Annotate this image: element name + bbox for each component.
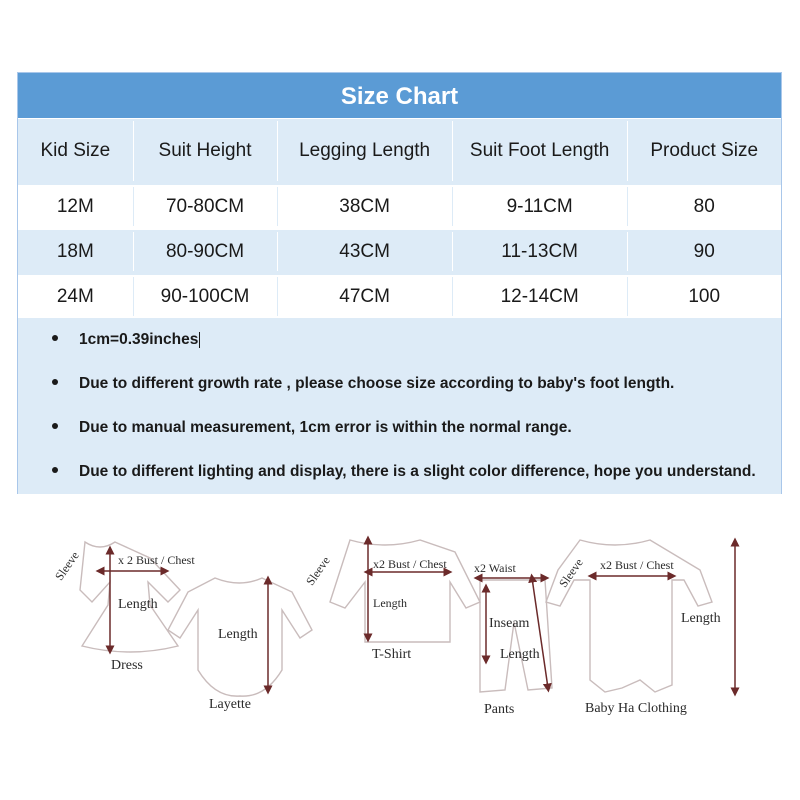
tshirt-bust-label: x2 Bust / Chest <box>373 557 447 571</box>
pants-waist-label: x2 Waist <box>474 561 516 575</box>
chart-title: Size Chart <box>18 73 781 118</box>
dress-bust-label: x 2 Bust / Chest <box>118 553 195 567</box>
cell-kid-size: 18M <box>56 240 94 262</box>
header-product-size: Product Size <box>627 119 781 183</box>
pants-name-label: Pants <box>484 702 515 717</box>
cell-kid-size: 24M <box>56 285 94 307</box>
bullet-icon <box>52 335 58 341</box>
cell-suit-height: 80-90CM <box>133 230 278 273</box>
header-kid-size: Kid Size <box>40 140 111 161</box>
dress-name-label: Dress <box>111 658 143 673</box>
header-legging-length: Legging Length <box>277 119 452 183</box>
text-cursor <box>199 332 200 348</box>
note-item <box>52 331 200 349</box>
cell-suit-foot-length: 12-14CM <box>452 275 628 318</box>
pants-outline <box>480 580 552 692</box>
bullet-icon <box>52 423 58 429</box>
pants-inseam-label: Inseam <box>489 616 530 631</box>
cell-legging-length: 38CM <box>277 185 452 228</box>
cell-suit-height: 70-80CM <box>133 185 278 228</box>
layette-length-label: Length <box>218 627 258 642</box>
note-text: 1cm=0.39inches <box>79 331 199 348</box>
baby-bust-label: x2 Bust / Chest <box>600 558 674 572</box>
bullet-icon <box>52 467 58 473</box>
bullet-icon <box>52 379 58 385</box>
note-item <box>52 419 572 437</box>
cell-legging-length: 47CM <box>277 275 452 318</box>
tshirt-name-label: T-Shirt <box>372 647 412 662</box>
table-header-row <box>18 119 781 183</box>
note-text: Due to manual measurement, 1cm error is within the normal range. <box>79 419 572 436</box>
note-text: Due to different growth rate , please choose size according to baby's foot length. <box>79 375 675 392</box>
cell-product-size: 90 <box>627 230 781 273</box>
baby-length-label: Length <box>681 611 721 626</box>
pants-length-label: Length <box>500 647 540 662</box>
cell-kid-size: 12M <box>56 195 94 217</box>
size-chart-table <box>17 72 782 494</box>
header-suit-foot-length: Suit Foot Length <box>452 119 628 183</box>
dress-sleeve-label: Sleeve <box>52 548 82 584</box>
dress-length-label: Length <box>118 597 158 612</box>
header-suit-height: Suit Height <box>133 119 278 183</box>
tshirt-length-label: Length <box>373 596 407 610</box>
table-row <box>18 183 781 228</box>
notes-list <box>18 318 781 494</box>
cell-suit-height: 90-100CM <box>133 275 278 318</box>
cell-legging-length: 43CM <box>277 230 452 273</box>
note-text: Due to different lighting and display, there is a slight color difference, hope you understand. <box>79 463 756 480</box>
table-row <box>18 273 781 318</box>
tshirt-sleeve-label: Sleeve <box>303 553 333 589</box>
tshirt-outline <box>330 540 480 642</box>
cell-product-size: 100 <box>627 275 781 318</box>
table-row <box>18 228 781 273</box>
baby-sleeve-label: Sleeve <box>556 555 586 591</box>
cell-suit-foot-length: 11-13CM <box>452 230 628 273</box>
measurement-diagram <box>0 520 800 730</box>
note-item <box>52 375 674 393</box>
cell-product-size: 80 <box>627 185 781 228</box>
layette-name-label: Layette <box>209 697 251 712</box>
baby-name-label: Baby Ha Clothing <box>585 701 687 716</box>
note-item <box>52 463 756 481</box>
garment-outlines <box>0 520 800 730</box>
cell-suit-foot-length: 9-11CM <box>452 185 628 228</box>
